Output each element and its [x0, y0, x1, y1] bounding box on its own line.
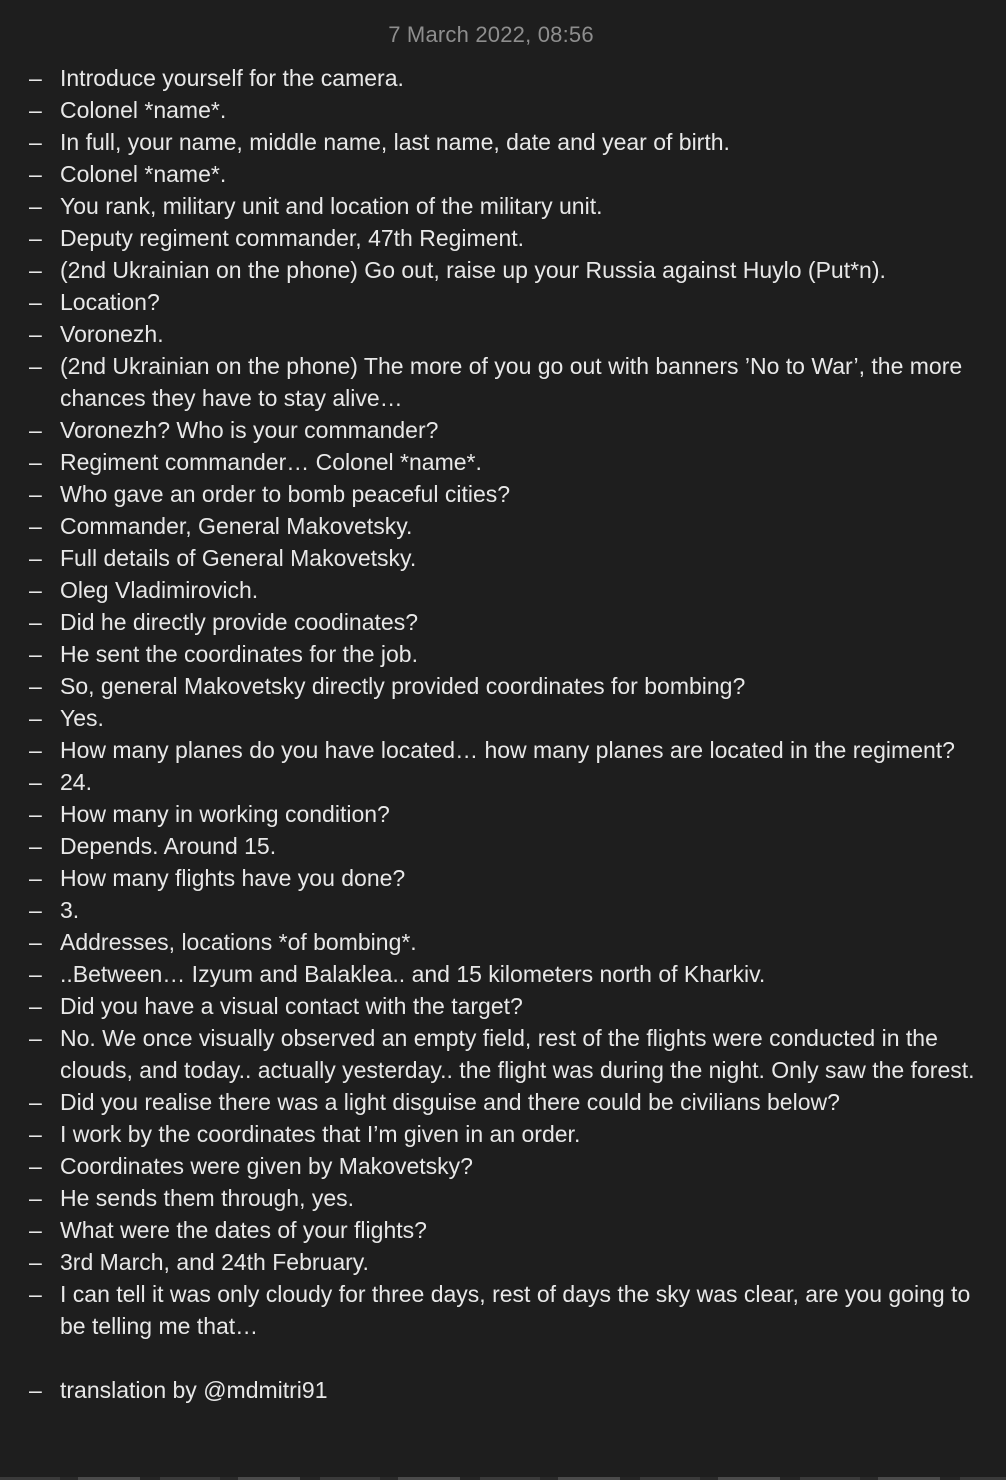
- list-item-text: Did he directly provide coodinates?: [60, 609, 418, 635]
- list-dash: –: [29, 929, 42, 955]
- list-item: [0, 478, 1006, 510]
- list-item: [0, 894, 1006, 926]
- list-item: [0, 158, 1006, 190]
- cropped-next-line: [0, 1472, 1006, 1480]
- list-item: [0, 1086, 1006, 1118]
- list-item: [0, 670, 1006, 702]
- list-item-text: Commander, General Makovetsky.: [60, 513, 413, 539]
- list-item-text: In full, your name, middle name, last name, date and year of birth.: [60, 129, 730, 155]
- list-dash: –: [29, 865, 42, 891]
- list-item-text: What were the dates of your flights?: [60, 1217, 427, 1243]
- list-item-text: 24.: [60, 769, 92, 795]
- note-timestamp: 7 March 2022, 08:56: [388, 22, 594, 47]
- list-item: [0, 286, 1006, 318]
- list-item: [0, 1246, 1006, 1278]
- list-item-text: 3rd March, and 24th February.: [60, 1249, 369, 1275]
- list-item-text: I can tell it was only cloudy for three days, rest of days the sky was clear, are you going to be telling me that…: [60, 1281, 971, 1339]
- list-item: [0, 638, 1006, 670]
- list-dash: –: [29, 1185, 42, 1211]
- list-dash: –: [29, 545, 42, 571]
- list-dash: –: [29, 353, 42, 379]
- list-dash: –: [29, 1249, 42, 1275]
- list-item-text: Deputy regiment commander, 47th Regiment.: [60, 225, 525, 251]
- list-item-text: Voronezh.: [60, 321, 164, 347]
- list-dash: –: [29, 609, 42, 635]
- footer-credit: [0, 1374, 1006, 1406]
- list-dash: –: [29, 1121, 42, 1147]
- list-item-text: Oleg Vladimirovich.: [60, 577, 259, 603]
- list-item-text: Addresses, locations *of bombing*.: [60, 929, 417, 955]
- list-item-text: He sends them through, yes.: [60, 1185, 355, 1211]
- footer-credit-text: translation by @mdmitri91: [60, 1377, 328, 1403]
- list-dash: –: [29, 961, 42, 987]
- list-item: [0, 1278, 1006, 1342]
- list-item-text: (2nd Ukrainian on the phone) The more of you go out with banners ’No to War’, the more chances they have to stay alive…: [60, 353, 963, 411]
- list-dash: –: [29, 833, 42, 859]
- list-dash: –: [29, 1281, 42, 1307]
- list-dash: –: [29, 1217, 42, 1243]
- list-dash: –: [29, 641, 42, 667]
- list-item-text: Location?: [60, 289, 160, 315]
- list-dash: –: [29, 161, 42, 187]
- list-dash: –: [29, 897, 42, 923]
- list-dash: –: [29, 321, 42, 347]
- list-item: [0, 510, 1006, 542]
- list-dash: –: [29, 1153, 42, 1179]
- list-item-text: He sent the coordinates for the job.: [60, 641, 418, 667]
- list-item: [0, 94, 1006, 126]
- list-item-text: Coordinates were given by Makovetsky?: [60, 1153, 473, 1179]
- list-item: [0, 350, 1006, 414]
- list-item: [0, 446, 1006, 478]
- list-item-text: Regiment commander… Colonel *name*.: [60, 449, 482, 475]
- list-item-text: Did you realise there was a light disguise and there could be civilians below?: [60, 1089, 840, 1115]
- list-dash: –: [29, 289, 42, 315]
- list-dash: –: [29, 481, 42, 507]
- list-dash: –: [29, 769, 42, 795]
- list-dash: –: [29, 705, 42, 731]
- list-item-text: ..Between… Izyum and Balaklea.. and 15 kilometers north of Kharkiv.: [60, 961, 766, 987]
- list-dash: –: [29, 1025, 42, 1051]
- list-item: [0, 1182, 1006, 1214]
- list-item: [0, 990, 1006, 1022]
- list-dash: –: [29, 193, 42, 219]
- list-item-text: Depends. Around 15.: [60, 833, 277, 859]
- list-dash: –: [29, 257, 42, 283]
- list-dash: –: [29, 97, 42, 123]
- list-item-text: Colonel *name*.: [60, 97, 227, 123]
- list-item-text: No. We once visually observed an empty field, rest of the flights were conducted in the clouds, and today.. actually yesterday.. the flight was during the night. Only saw the forest.: [60, 1025, 975, 1083]
- list-item: [0, 1150, 1006, 1182]
- list-item: [0, 126, 1006, 158]
- list-dash: –: [29, 577, 42, 603]
- list-item-text: Voronezh? Who is your commander?: [60, 417, 439, 443]
- note-body[interactable]: [0, 62, 1006, 1406]
- list-item: [0, 830, 1006, 862]
- list-item-text: Who gave an order to bomb peaceful cities?: [60, 481, 511, 507]
- list-item-text: I work by the coordinates that I’m given in an order.: [60, 1121, 581, 1147]
- list-dash: –: [29, 513, 42, 539]
- list-item: [0, 222, 1006, 254]
- list-dash: –: [29, 737, 42, 763]
- list-dash: –: [29, 1377, 42, 1403]
- list-item-text: Colonel *name*.: [60, 161, 227, 187]
- list-item: [0, 190, 1006, 222]
- list-item-text: So, general Makovetsky directly provided coordinates for bombing?: [60, 673, 746, 699]
- list-item: [0, 1214, 1006, 1246]
- list-item: [0, 766, 1006, 798]
- list-item-text: Did you have a visual contact with the target?: [60, 993, 523, 1019]
- list-item: [0, 606, 1006, 638]
- list-item: [0, 1022, 1006, 1086]
- list-item-text: Introduce yourself for the camera.: [60, 65, 404, 91]
- list-item-text: How many planes do you have located… how many planes are located in the regiment?: [60, 737, 955, 763]
- list-dash: –: [29, 225, 42, 251]
- list-item: [0, 254, 1006, 286]
- list-item: [0, 318, 1006, 350]
- list-dash: –: [29, 1089, 42, 1115]
- list-item: [0, 542, 1006, 574]
- list-dash: –: [29, 993, 42, 1019]
- list-item: [0, 734, 1006, 766]
- list-dash: –: [29, 449, 42, 475]
- list-item-text: You rank, military unit and location of the military unit.: [60, 193, 603, 219]
- list-item-text: Yes.: [60, 705, 104, 731]
- list-dash: –: [29, 65, 42, 91]
- list-item-text: Full details of General Makovetsky.: [60, 545, 417, 571]
- list-item: [0, 574, 1006, 606]
- list-item-text: (2nd Ukrainian on the phone) Go out, raise up your Russia against Huylo (Put*n).: [60, 257, 886, 283]
- list-dash: –: [29, 801, 42, 827]
- list-dash: –: [29, 673, 42, 699]
- list-item: [0, 958, 1006, 990]
- list-item: [0, 926, 1006, 958]
- list-item-text: How many in working condition?: [60, 801, 390, 827]
- list-item: [0, 414, 1006, 446]
- list-item: [0, 62, 1006, 94]
- list-item: [0, 702, 1006, 734]
- list-item: [0, 1118, 1006, 1150]
- list-item: [0, 862, 1006, 894]
- list-dash: –: [29, 129, 42, 155]
- blank-line: [0, 1342, 1006, 1374]
- list-item-text: How many flights have you done?: [60, 865, 406, 891]
- list-item-text: 3.: [60, 897, 80, 923]
- list-dash: –: [29, 417, 42, 443]
- list-item: [0, 798, 1006, 830]
